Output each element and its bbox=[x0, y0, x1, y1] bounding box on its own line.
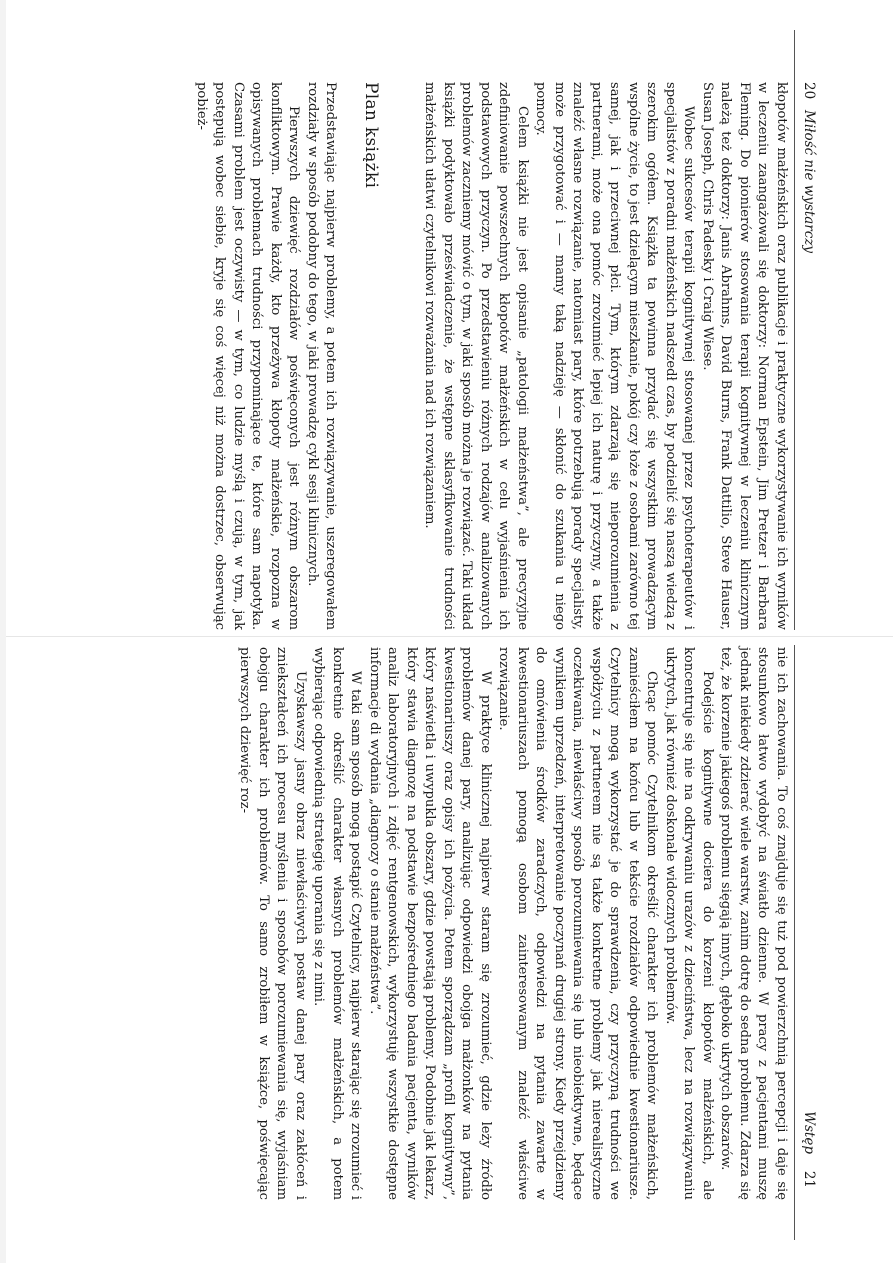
paragraph: kłopotów małżeńskich oraz publikacje i praktyczne wykorzystywanie ich wyników w leczeniu zaangażowali się doktorzy: Norman Epstein, Jim Pretzer i Barbara Fleming. Do pionierów stosowania terapii kognitywnej w leczeniu klinicznym należą też doktorzy: Janis Abrahms, David Burns, Frank Dattilio, Steve Hauser, Susan Joseph, Chris Padesky i Craig Wiese. bbox=[700, 82, 789, 630]
paragraph: Wobec sukcesów terapii kognitywnej stosowanej przez psychoterapeutów i specjalistów z poradni małżeńskich nadszedł czas, by podzielić się naszą wiedzą z szerokim ogółem. Książka ta powinna przydać się wszystkim prowadzącym wspólne życie, to jest dzielącym mieszkanie, pokój czy łoże z osobami zarówno tej samej, jak i przeciwnej płci. Tym, którym zdarzają się nieporozumienia z partnerami, może ona pomóc zrozumieć lepiej ich naturę i przyczyny, a także znaleźć własne rozwiązanie, natomiast pary, które potrzebują porady specjalisty, może przygotować i — mamy taką nadzieję — skłonić do szukania u niego pomocy. bbox=[533, 82, 697, 630]
paragraph: W praktyce klinicznej najpierw staram się zrozumieć, gdzie leży źródło problemów danej pary, analizując odpowiedzi obojga małżonków na pytania kwestionariuszy oraz opisy ich pożycia. Potem sporządzam „profil kognitywny”, który naświetla i uwypukla obszary, gdzie powstają problemy. Podobnie jak lekarz, który stawia diagnozę na podstawie bezpośredniego badania pacjenta, wyników analiz laboratoryjnych i zdjęć rentgenowskich, wykorzystuję wszystkie dostępne informacje di wydania „diagnozy o stanie małżeństwa”. bbox=[367, 647, 493, 1200]
left-running-header bbox=[794, 30, 817, 630]
scan-edge bbox=[0, 0, 6, 1263]
page-gutter bbox=[0, 636, 893, 637]
right-running-header bbox=[794, 645, 817, 1240]
paragraph: Celem książki nie jest opisanie „patologii małżeństwa”, ale precyzyjne zdefiniowanie powszechnych kłopotów małżeńskich w celu wyjaśnienia ich podstawowych przyczyn. Po przedstawieniu różnych rodzajów analizowanych problemów zaczniemy mówić o tym, w jaki sposób można je rozwiązać. Taki układ książki podyktowało przeświadczenie, że wstępne sklasyfikowanie trudności małżeńskich ułatwi czytelnikowi rozważania nad ich rozwiązaniem. bbox=[422, 82, 530, 630]
right-page bbox=[0, 645, 893, 1240]
paragraph: Uzyskawszy jasny obraz niewłaściwych postaw danej pary oraz zakłóceń i zniekształceń ich procesu myślenia i sposobów porozumiewania się, wyjaśniam obojgu charakter ich problemów. To samo zrobiłem w książce, poświęcając pierwszych dziewięć roz- bbox=[237, 647, 308, 1200]
paragraph: Przedstawiając najpierw problemy, a potem ich rozwiązywanie, uszeregowałem rozdziały w sposób podobny do tego, w jaki prowadzę cykl sesji klinicznych. bbox=[305, 82, 339, 630]
paragraph: Pierwszych dziewięć rozdziałów poświęconych jest różnym obszarom konfliktowym. Prawie każdy, kto przeżywa kłopoty małżeńskie, rozpozna w opisywanych problemach trudności przypominające te, które sam napotyka. Czasami problem jest oczywisty — w tym, co ludzie myślą i czują, w tym, jak postępują wobec siebie, kryje się coś więcej niż można dostrzec, obserwując pobież- bbox=[194, 82, 302, 630]
left-running-title: Miłość nie wystarczy bbox=[801, 110, 817, 254]
left-page-number: 20 bbox=[801, 82, 817, 100]
section-heading: Plan książki bbox=[361, 82, 381, 189]
paragraph: nie ich zachowania. To coś znajduje się tuż pod powierzchnią percepcji i daje się stosunkowo łatwo wydobyć na światło dzienne. W pracy z pacjentami muszę jednak niekiedy zdzierać wiele warstw, zanim dotrę do sedna problemu. Zdarza się też, że korzenie jakiegoś problemu sięgają innych, głęboko ukrytych obszarów. bbox=[718, 647, 789, 1200]
right-running-title: Wstęp bbox=[801, 1111, 817, 1154]
paragraph: Podejście kognitywne dociera do korzeni kłopotów małżeńskich, ale koncentruje się nie na odkrywaniu urazów z dzieciństwa, lecz na rozwiązywaniu ukrytych, jak również doskonale widocznych problemów. bbox=[663, 647, 715, 1200]
right-body-text bbox=[235, 647, 790, 1200]
left-page bbox=[0, 30, 893, 630]
paragraph: Chcąc pomóc Czytelnikom określić charakter ich problemów małżeńskich, zamieściłem na końcu lub w tekście rozdziałów odpowiednie kwestionariusze. Czytelnicy mogą wykorzystać je do sprawdzenia, czy przyczyną trudności we współżyciu z partnerem nie są także konkretne problemy jak nierealistyczne oczekiwania, niewłaściwy sposób porozumiewania się lub nieobiektywne, będące wynikiem uprzedzeń, interpretowanie poczynań drugiej strony. Kiedy przejdziemy do omówienia środków zaradczych, odpowiedzi na pytania zawarte w kwestionariuszach pomogą osobom zainteresowanym znaleźć właściwe rozwiązanie. bbox=[496, 647, 660, 1200]
left-body-text bbox=[192, 82, 791, 630]
right-page-number: 21 bbox=[801, 1170, 817, 1188]
paragraph: W taki sam sposób mogą postąpić Czytelnicy, najpierw starając się zrozumieć i konkretnie określić charakter własnych problemów małżeńskich, a potem wybierając odpowiednią strategię uporania się z nimi. bbox=[311, 647, 364, 1200]
